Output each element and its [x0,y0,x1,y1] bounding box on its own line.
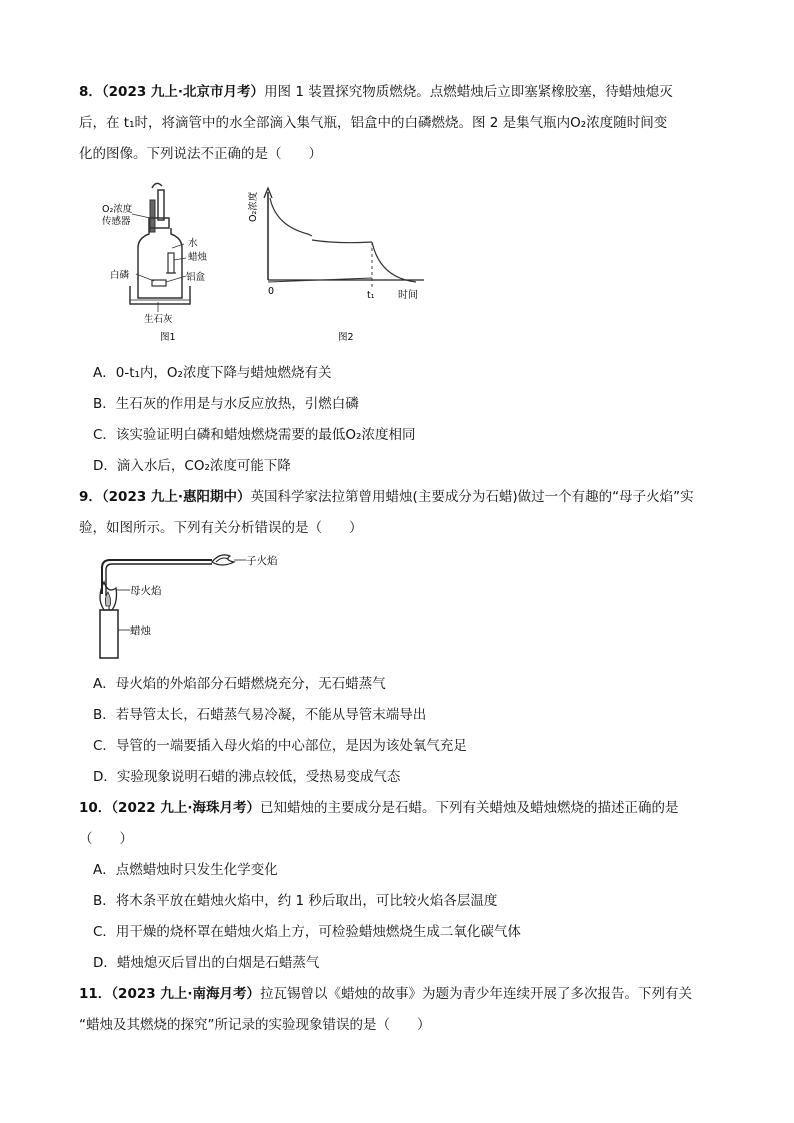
question-9-stem-line-2: 验，如图所示。下列有关分析错误的是（ ） [79,520,363,536]
q8-option-a: A．0-t₁内，O₂浓度下降与蜡烛燃烧有关 [93,365,332,381]
label-aluminum-box: 铝盒 [186,272,206,283]
question-number: 8． [79,84,102,100]
question-8-stem-line-3: 化的图像。下列说法不正确的是（ ） [79,146,322,162]
question-10-stem-line-2: （ ） [79,831,133,847]
question-source: （2023 九上·南海月考） [111,986,260,1002]
t1-label: t₁ [367,290,375,301]
axis-y-label: O₂浓度 [248,191,259,222]
question-number: 11． [79,986,112,1002]
q8-option-d: D．滴入水后，CO₂浓度可能下降 [93,458,291,474]
q10-option-d: D．蜡烛熄灭后冒出的白烟是石蜡蒸气 [93,955,320,971]
label-white-phosphorus: 白磷 [110,270,130,281]
question-11-stem-line-1 [79,984,692,1004]
question-8-stem-line-1 [79,82,673,102]
question-source: （2023 九上·北京市月考） [101,84,265,100]
q9-option-c: C．导管的一端要插入母火焰的中心部位，是因为该处氧气充足 [93,738,467,754]
label-quicklime: 生石灰 [144,314,173,325]
label-water: 水 [188,238,198,249]
figure-1-caption: 图1 [160,332,176,343]
q10-option-c: C．用干燥的烧杯罩在蜡烛火焰上方，可检验蜡烛燃烧生成二氧化碳气体 [93,924,521,940]
stem-text: 拉瓦锡曾以《蜡烛的故事》为题为青少年连续开展了多次报告。下列有关 [259,986,692,1002]
figure-2-graph [248,178,438,344]
figure-1-apparatus [100,178,238,344]
stem-text: 英国科学家法拉第曾用蜡烛(主要成分为石蜡)做过一个有趣的“母子火焰”实 [250,489,694,505]
question-source: （2023 九上·惠阳期中） [101,489,251,505]
question-8-stem-line-2: 后，在 t₁时，将滴管中的水全部滴入集气瓶，铝盒中的白磷燃烧。图 2 是集气瓶内O₂浓度随时间变 [79,115,668,131]
label-mother-flame: 母火焰 [130,585,162,597]
figure-mother-child-flame [96,548,296,664]
q10-option-a: A．点燃蜡烛时只发生化学变化 [93,862,278,878]
label-o2-sensor-1: O₂浓度 [102,204,133,215]
q9-option-d: D．实验现象说明石蜡的沸点较低，受热易变成气态 [93,769,401,785]
question-number: 9． [79,489,102,505]
axis-x-label: 时间 [398,290,418,301]
q9-option-b: B．若导管太长，石蜡蒸气易冷凝，不能从导管末端导出 [93,707,427,723]
q8-option-c: C．该实验证明白磷和蜡烛燃烧需要的最低O₂浓度相同 [93,427,416,443]
q8-option-b: B．生石灰的作用是与水反应放热，引燃白磷 [93,396,359,412]
stem-text: 已知蜡烛的主要成分是石蜡。下列有关蜡烛及蜡烛燃烧的描述正确的是 [259,800,679,816]
label-candle: 蜡烛 [188,252,208,263]
q9-option-a: A．母火焰的外焰部分石蜡燃烧充分，无石蜡蒸气 [93,676,386,692]
label-child-flame: 子火焰 [246,555,278,567]
label-candle: 蜡烛 [130,625,151,637]
question-number: 10． [79,800,112,816]
question-source: （2022 九上·海珠月考） [111,800,260,816]
label-o2-sensor-2: 传感器 [102,216,131,227]
figure-2-caption: 图2 [338,332,354,343]
origin-label: 0 [268,286,275,297]
question-11-stem-line-2: “蜡烛及其燃烧的探究”所记录的实验现象错误的是（ ） [79,1017,431,1033]
question-10-stem-line-1 [79,798,678,818]
stem-text: 用图 1 装置探究物质燃烧。点燃蜡烛后立即塞紧橡胶塞，待蜡烛熄灭 [264,84,673,100]
question-9-stem-line-1 [79,487,694,507]
q10-option-b: B．将木条平放在蜡烛火焰中，约 1 秒后取出，可比较火焰各层温度 [93,893,498,909]
